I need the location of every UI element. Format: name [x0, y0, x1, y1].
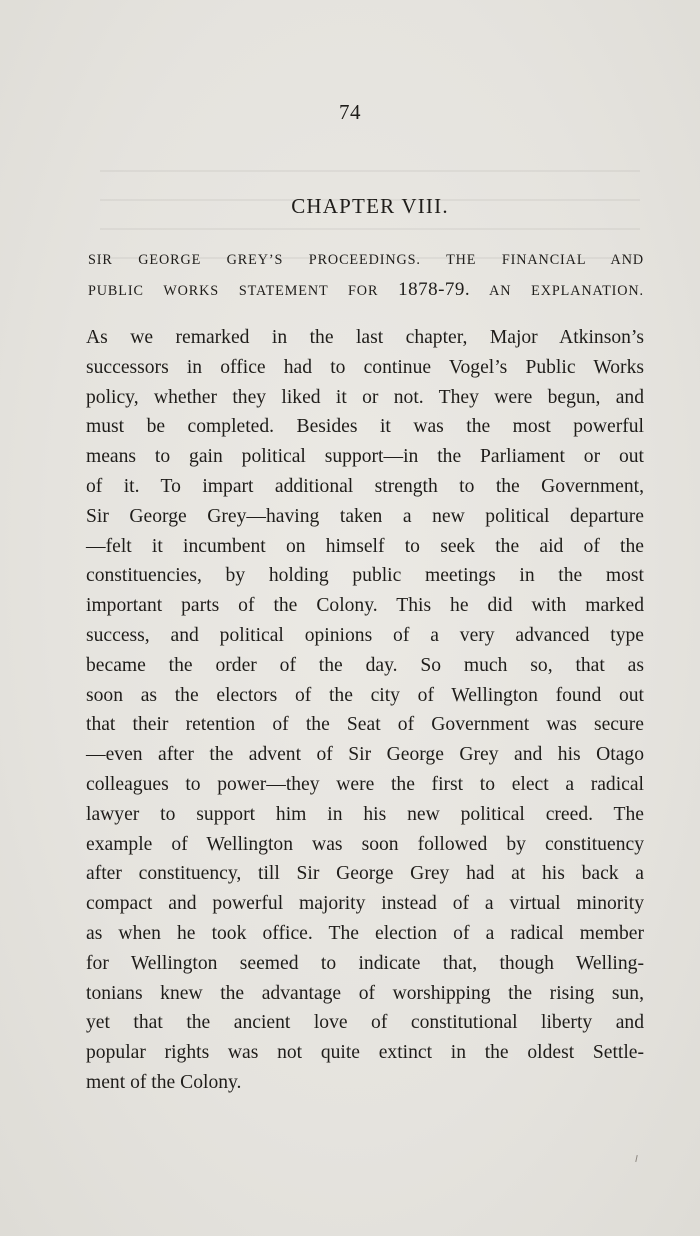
text-line: means to gain political support—in the Parliament or out — [86, 446, 644, 468]
text-line: must be completed. Besides it was the most powerful — [86, 416, 644, 438]
synopsis-text: PUBLIC WORKS STATEMENT FOR — [88, 283, 399, 299]
text-line: yet that the ancient love of constitutional liberty and — [86, 1012, 644, 1034]
text-line: —even after the advent of Sir George Grey and his Otago — [86, 744, 644, 766]
text-line: example of Wellington was soon followed by constituency — [86, 833, 644, 855]
text-line: lawyer to support him in his new political creed. The — [86, 803, 644, 825]
synopsis-text: AN EXPLANATION. — [470, 283, 644, 299]
text-line: as when he took office. The election of a radical member — [86, 922, 644, 944]
text-line: policy, whether they liked it or not. They were begun, and — [86, 386, 644, 408]
synopsis-years: 1878-79. — [398, 279, 471, 300]
page-number: 74 — [339, 100, 361, 124]
text-line: Sir George Grey—having taken a new political departure — [86, 505, 644, 527]
text-line: of it. To impart additional strength to the Government, — [86, 475, 644, 497]
text-line: —felt it incumbent on himself to seek the aid of the — [86, 535, 644, 557]
text-line: for Wellington seemed to indicate that, though Welling- — [86, 952, 644, 974]
text-line: soon as the electors of the city of Wellington found out — [86, 684, 644, 706]
body-paragraph — [86, 323, 644, 1098]
text-line: popular rights was not quite extinct in the oldest Settle- — [86, 1042, 644, 1064]
synopsis-line: SIR GEORGE GREY’S PROCEEDINGS. THE FINANCIAL AND — [88, 252, 644, 268]
text-line: tonians knew the advantage of worshipping the rising sun, — [86, 982, 644, 1004]
text-line: compact and powerful majority instead of a virtual minority — [86, 893, 644, 915]
text-line: ment of the Colony. — [86, 1071, 242, 1093]
text-line: that their retention of the Seat of Government was secure — [86, 714, 644, 736]
synopsis-line — [88, 275, 644, 306]
text-line: constituencies, by holding public meetings in the most — [86, 565, 644, 587]
text-line: successors in office had to continue Vogel’s Public Works — [86, 356, 644, 378]
chapter-synopsis — [88, 246, 644, 306]
paper-speck — [635, 1155, 637, 1162]
text-line: colleagues to power—they were the first to elect a radical — [86, 773, 644, 795]
text-line: became the order of the day. So much so, that as — [86, 654, 644, 676]
text-line: after constituency, till Sir George Grey had at his back a — [86, 863, 644, 885]
text-line: As we remarked in the last chapter, Major Atkinson’s — [86, 327, 644, 348]
chapter-title: CHAPTER VIII. — [291, 194, 449, 218]
text-line: important parts of the Colony. This he did with marked — [86, 595, 644, 617]
text-line: success, and political opinions of a very advanced type — [86, 624, 644, 646]
